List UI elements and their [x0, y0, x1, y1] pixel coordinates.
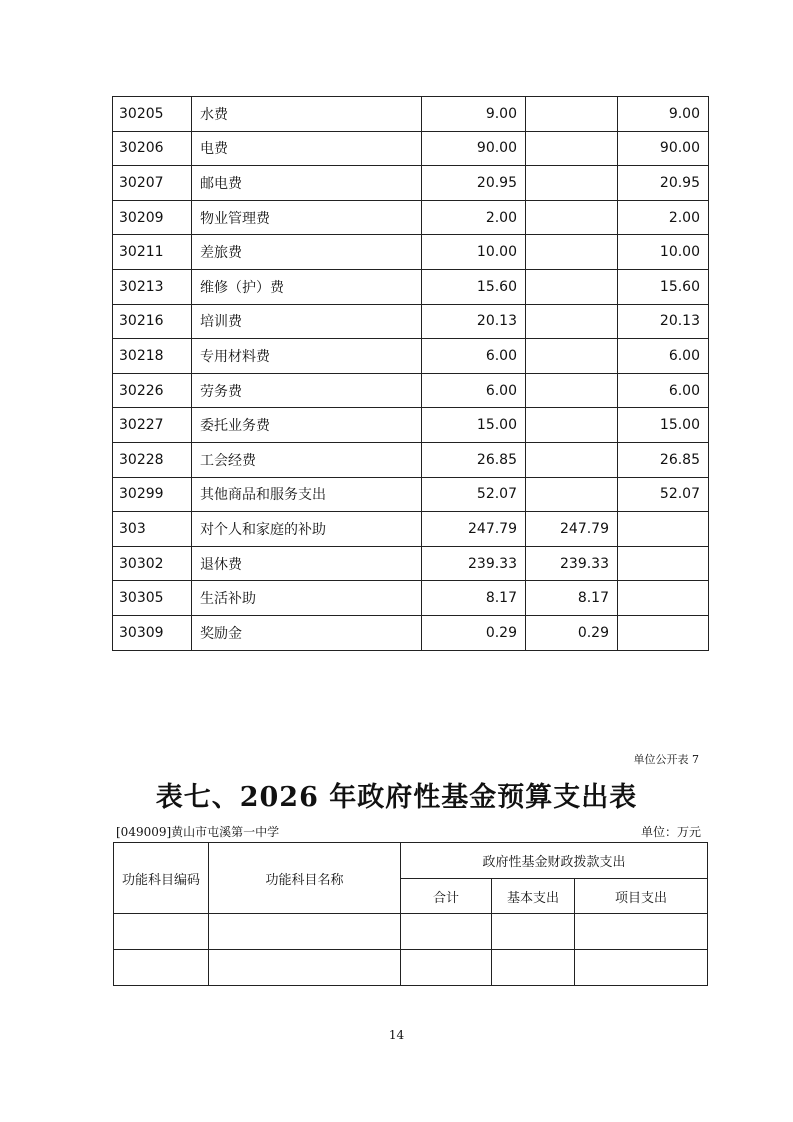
empty-cell: [401, 914, 492, 950]
row-basic: [526, 477, 618, 512]
row-code: 30205: [113, 97, 192, 132]
row-basic: [526, 339, 618, 374]
row-basic: 247.79: [526, 512, 618, 547]
row-project: 90.00: [618, 131, 709, 166]
row-name: 劳务费: [192, 373, 422, 408]
row-project: 52.07: [618, 477, 709, 512]
row-project: 15.00: [618, 408, 709, 443]
table-row: [113, 200, 709, 235]
table-row: [113, 477, 709, 512]
row-basic: [526, 166, 618, 201]
row-project: [618, 512, 709, 547]
row-basic: [526, 131, 618, 166]
row-basic: [526, 304, 618, 339]
row-name: 工会经费: [192, 442, 422, 477]
row-total: 247.79: [422, 512, 526, 547]
row-code: 30206: [113, 131, 192, 166]
empty-cell: [492, 950, 575, 986]
row-project: 20.95: [618, 166, 709, 201]
row-basic: [526, 269, 618, 304]
row-total: 52.07: [422, 477, 526, 512]
row-code: 30209: [113, 200, 192, 235]
row-name: 差旅费: [192, 235, 422, 270]
table-row: [113, 339, 709, 374]
row-total: 10.00: [422, 235, 526, 270]
row-total: 15.00: [422, 408, 526, 443]
row-code: 30227: [113, 408, 192, 443]
row-code: 303: [113, 512, 192, 547]
row-project: [618, 581, 709, 616]
row-name: 水费: [192, 97, 422, 132]
header-basic: 基本支出: [492, 879, 575, 914]
row-project: [618, 615, 709, 650]
row-basic: [526, 373, 618, 408]
empty-cell: [114, 950, 209, 986]
page-title: 表七、2026 年政府性基金预算支出表: [155, 782, 638, 813]
row-code: 30228: [113, 442, 192, 477]
table-row: [113, 581, 709, 616]
row-total: 6.00: [422, 373, 526, 408]
row-project: 15.60: [618, 269, 709, 304]
row-project: [618, 546, 709, 581]
table-row: [113, 304, 709, 339]
row-name: 维修（护）费: [192, 269, 422, 304]
row-name: 专用材料费: [192, 339, 422, 374]
empty-cell: [575, 914, 708, 950]
unit-name: [049009]黄山市屯溪第一中学: [116, 825, 280, 839]
header-total: 合计: [401, 879, 492, 914]
row-project: 10.00: [618, 235, 709, 270]
empty-cell: [209, 914, 401, 950]
row-name: 奖励金: [192, 615, 422, 650]
row-code: 30302: [113, 546, 192, 581]
row-total: 6.00: [422, 339, 526, 374]
row-total: 20.95: [422, 166, 526, 201]
row-name: 对个人和家庭的补助: [192, 512, 422, 547]
header-group: 政府性基金财政拨款支出: [401, 843, 708, 879]
row-total: 20.13: [422, 304, 526, 339]
row-project: 20.13: [618, 304, 709, 339]
row-basic: 239.33: [526, 546, 618, 581]
row-total: 26.85: [422, 442, 526, 477]
row-name: 退休费: [192, 546, 422, 581]
row-total: 15.60: [422, 269, 526, 304]
row-basic: [526, 200, 618, 235]
row-project: 6.00: [618, 373, 709, 408]
row-code: 30309: [113, 615, 192, 650]
row-project: 26.85: [618, 442, 709, 477]
row-name: 其他商品和服务支出: [192, 477, 422, 512]
header-name: 功能科目名称: [209, 843, 401, 914]
row-total: 8.17: [422, 581, 526, 616]
row-project: 6.00: [618, 339, 709, 374]
row-basic: [526, 97, 618, 132]
table-row: [113, 235, 709, 270]
row-code: 30299: [113, 477, 192, 512]
table-row: [113, 131, 709, 166]
row-name: 电费: [192, 131, 422, 166]
table-row: [114, 914, 708, 950]
row-basic: 0.29: [526, 615, 618, 650]
page-number: 14: [388, 1028, 405, 1042]
row-code: 30218: [113, 339, 192, 374]
table-row: [113, 546, 709, 581]
empty-cell: [209, 950, 401, 986]
form-number: 单位公开表 7: [633, 753, 699, 766]
table-row: [113, 408, 709, 443]
row-total: 90.00: [422, 131, 526, 166]
table-row: [113, 512, 709, 547]
table-row: [113, 615, 709, 650]
row-total: 0.29: [422, 615, 526, 650]
table-row: [113, 166, 709, 201]
row-basic: [526, 235, 618, 270]
row-name: 培训费: [192, 304, 422, 339]
header-code: 功能科目编码: [114, 843, 209, 914]
empty-cell: [492, 914, 575, 950]
table-row: [114, 950, 708, 986]
row-name: 邮电费: [192, 166, 422, 201]
row-name: 生活补助: [192, 581, 422, 616]
table-row: [113, 373, 709, 408]
row-total: 239.33: [422, 546, 526, 581]
row-code: 30211: [113, 235, 192, 270]
row-code: 30207: [113, 166, 192, 201]
row-name: 委托业务费: [192, 408, 422, 443]
empty-cell: [401, 950, 492, 986]
row-basic: [526, 442, 618, 477]
empty-cell: [575, 950, 708, 986]
government-fund-table: [113, 842, 708, 986]
header-project: 项目支出: [575, 879, 708, 914]
table-row: [113, 442, 709, 477]
row-project: 9.00: [618, 97, 709, 132]
row-name: 物业管理费: [192, 200, 422, 235]
row-total: 9.00: [422, 97, 526, 132]
row-code: 30305: [113, 581, 192, 616]
empty-cell: [114, 914, 209, 950]
unit-label: 单位：万元: [640, 825, 701, 839]
expense-table: [112, 96, 709, 651]
row-total: 2.00: [422, 200, 526, 235]
row-basic: [526, 408, 618, 443]
row-code: 30226: [113, 373, 192, 408]
row-code: 30213: [113, 269, 192, 304]
row-basic: 8.17: [526, 581, 618, 616]
table-row: [113, 97, 709, 132]
table-row: [113, 269, 709, 304]
row-project: 2.00: [618, 200, 709, 235]
row-code: 30216: [113, 304, 192, 339]
